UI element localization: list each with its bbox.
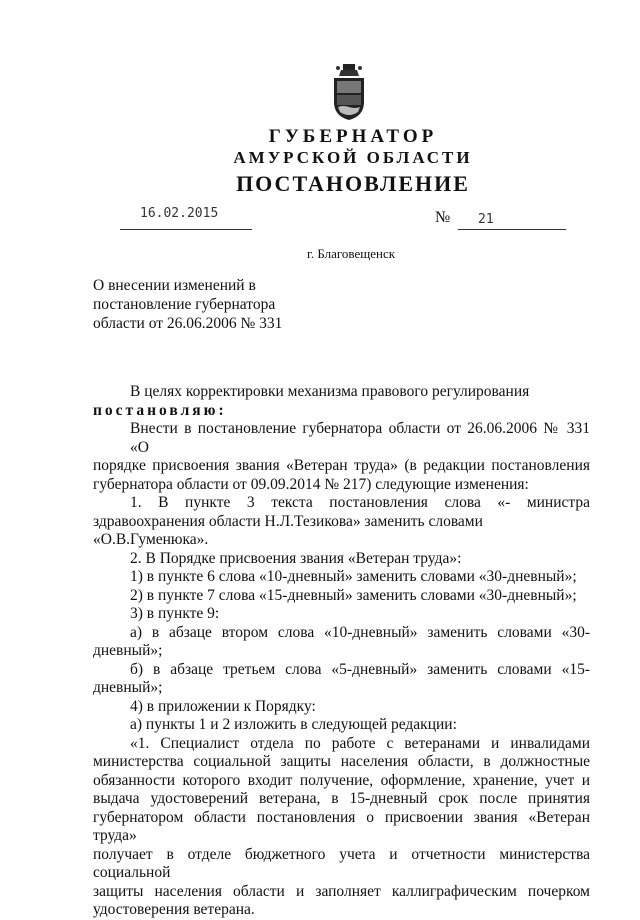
body-line: порядке присвоения звания «Ветеран труда» (в редакции постановления <box>93 457 590 474</box>
body-line: здравоохранения области Н.Л.Тезикова» заменить словами «О.В.Гуменюка». <box>93 512 483 548</box>
subject-line: области от 26.06.2006 № 331 <box>93 315 283 332</box>
subject-line: постановление губернатора <box>93 296 276 313</box>
document-subject <box>93 276 282 333</box>
body-line: защиты населения области и заполняет каллиграфическим почерком <box>93 882 590 900</box>
decree-word: постановляю: <box>93 401 227 419</box>
body-line: 2) в пункте 7 слова «15-дневный» заменить словами «30-дневный»; <box>130 586 577 604</box>
body-line: дневный»; <box>93 679 163 696</box>
subject-line: О внесении изменений в <box>93 277 256 294</box>
document-number: 21 <box>478 212 494 227</box>
coat-of-arms-emblem-icon <box>329 62 369 122</box>
document-type-title: ПОСТАНОВЛЕНИЕ <box>236 171 470 196</box>
body-line: удостоверения ветерана. <box>93 901 255 918</box>
document-body <box>93 383 590 920</box>
body-line: б) в абзаце третьем слова «5-дневный» заменить словами «15- <box>130 660 590 678</box>
number-underline <box>458 207 566 230</box>
document-date: 16.02.2015 <box>140 206 219 221</box>
body-line: губернатором области постановления о присвоении звания «Ветеран труда» <box>93 808 590 844</box>
body-line: получает в отделе бюджетного учета и отчетности министерства социальной <box>93 845 590 881</box>
body-line: а) пункты 1 и 2 изложить в следующей редакции: <box>130 716 457 733</box>
body-line: 4) в приложении к Порядку: <box>130 697 316 715</box>
number-sign: № <box>435 209 451 226</box>
governor-title: ГУБЕРНАТОР <box>268 126 438 147</box>
body-line: Внести в постановление губернатора области от 26.06.2006 № 331 «О <box>130 420 590 456</box>
body-line: выдача удостоверений ветерана, в 15-дневный срок после принятия <box>93 790 590 807</box>
city-name: г. Благовещенск <box>307 246 396 261</box>
body-line: 1) в пункте 6 слова «10-дневный» заменить словами «30-дневный»; <box>130 568 577 585</box>
body-line: министерства социальной защиты населения области, в должностные <box>93 753 590 770</box>
body-line: обязанности которого входит получение, оформление, хранение, учет и <box>93 771 590 789</box>
preamble: В целях корректировки механизма правового регулирования <box>130 383 530 400</box>
body-line: дневный»; <box>93 642 163 659</box>
body-line: губернатора области от 09.09.2014 № 217) следующие изменения: <box>93 475 529 493</box>
body-line: 2. В Порядке присвоения звания «Ветеран труда»: <box>130 549 462 567</box>
body-line: а) в абзаце втором слова «10-дневный» заменить словами «30- <box>130 623 590 641</box>
region-title: АМУРСКОЙ ОБЛАСТИ <box>233 148 473 167</box>
body-line: 3) в пункте 9: <box>130 605 220 622</box>
body-line: «1. Специалист отдела по работе с ветеранами и инвалидами <box>130 734 590 752</box>
body-line: 1. В пункте 3 текста постановления слова «- министра <box>130 494 590 511</box>
